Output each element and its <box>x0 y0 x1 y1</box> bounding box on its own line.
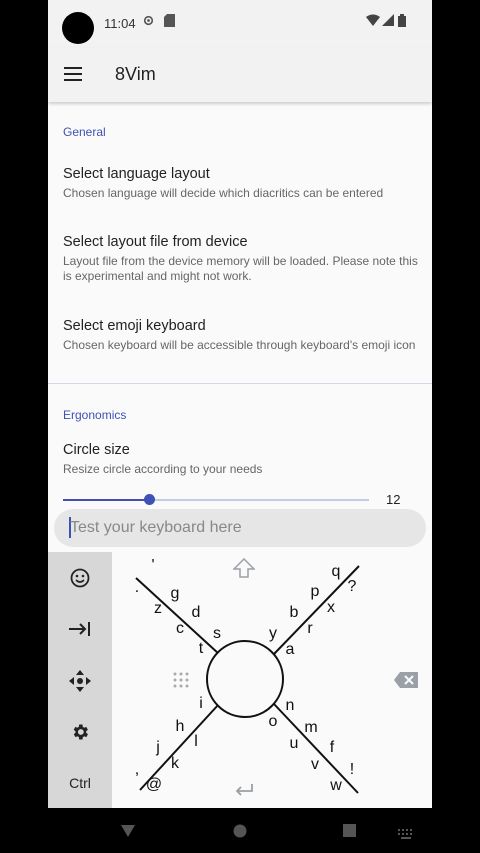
section-header-ergonomics: Ergonomics <box>63 408 127 422</box>
key-apostrophe: ' <box>151 557 155 574</box>
key-c: c <box>176 620 184 637</box>
slider-track[interactable] <box>149 499 369 501</box>
xpad-lines <box>112 552 432 808</box>
key-n: n <box>285 697 295 714</box>
section-divider <box>48 383 432 384</box>
key-f: f <box>329 739 335 756</box>
pref-title: Select language layout <box>63 166 210 182</box>
key-p: p <box>310 583 320 600</box>
key-g: g <box>170 585 180 602</box>
center-circle <box>207 641 283 717</box>
battery-icon <box>398 14 406 30</box>
key-j: j <box>156 739 160 756</box>
enter-icon[interactable] <box>234 784 254 803</box>
key-h: h <box>175 718 185 735</box>
key-q: q <box>331 563 341 580</box>
camera-cutout <box>62 12 94 44</box>
settings-notification-icon <box>142 14 155 30</box>
key-w: w <box>330 777 342 794</box>
pref-title: Select emoji keyboard <box>63 318 206 334</box>
pref-summary: Chosen keyboard will be accessible through keyboard's emoji icon <box>63 338 416 352</box>
key-b: b <box>289 604 299 621</box>
signal-icon <box>382 14 394 29</box>
key-l: l <box>194 733 198 750</box>
emoji-icon[interactable] <box>48 558 112 598</box>
section-header-general: General <box>63 125 106 139</box>
wifi-icon <box>366 14 380 29</box>
keyboard-switch-icon[interactable] <box>398 826 414 844</box>
pref-summary: Chosen language will decide which diacritics can be entered <box>63 186 384 200</box>
menu-icon[interactable] <box>64 67 82 81</box>
test-input-field[interactable] <box>54 509 426 547</box>
back-icon[interactable] <box>121 824 135 842</box>
home-icon[interactable] <box>233 824 247 843</box>
xpad-area[interactable] <box>112 552 432 808</box>
tab-icon[interactable] <box>48 609 112 649</box>
ctrl-button[interactable]: Ctrl <box>69 775 91 791</box>
key-v: v <box>311 756 319 773</box>
status-time: 11:04 <box>104 16 136 31</box>
phone-screen <box>48 0 432 808</box>
key-r: r <box>307 620 313 637</box>
key-exclaim: ! <box>349 761 355 778</box>
slider-thumb[interactable] <box>144 494 155 505</box>
key-m: m <box>304 719 318 736</box>
shift-icon[interactable] <box>233 558 255 583</box>
key-t: t <box>198 640 204 657</box>
status-bar <box>48 0 432 48</box>
pref-title: Select layout file from device <box>63 234 248 250</box>
slider-value: 12 <box>386 492 401 507</box>
move-icon[interactable] <box>48 661 112 701</box>
key-k: k <box>171 755 179 772</box>
keyboard-sidebar <box>48 552 112 808</box>
test-input-placeholder: Test your keyboard here <box>70 519 242 536</box>
key-u: u <box>289 735 299 752</box>
pref-title: Circle size <box>63 442 130 458</box>
recents-icon[interactable] <box>343 824 356 842</box>
settings-list[interactable] <box>48 102 432 508</box>
navigation-bar <box>0 808 480 853</box>
app-bar <box>48 48 432 102</box>
key-y: y <box>269 625 277 642</box>
key-question: ? <box>347 578 357 595</box>
key-d: d <box>191 604 201 621</box>
key-i: i <box>199 695 203 712</box>
settings-icon[interactable] <box>48 712 112 752</box>
pref-summary: Layout file from the device memory will be loaded. Please note this is experimental and might not work. <box>63 254 418 283</box>
key-x: x <box>327 599 335 616</box>
key-a: a <box>285 641 295 658</box>
keyboard <box>48 552 432 808</box>
sd-card-icon <box>164 14 175 30</box>
key-s: s <box>213 625 221 642</box>
key-dot: . <box>134 579 140 596</box>
key-z: z <box>154 600 162 617</box>
numpad-icon[interactable] <box>173 672 189 693</box>
pref-summary: Resize circle according to your needs <box>63 462 263 476</box>
slider-track-active <box>63 499 149 501</box>
key-at: @ <box>145 776 163 793</box>
key-comma: , <box>134 761 140 778</box>
key-o: o <box>268 713 278 730</box>
app-title: 8Vim <box>115 64 156 84</box>
backspace-icon[interactable] <box>394 672 418 693</box>
